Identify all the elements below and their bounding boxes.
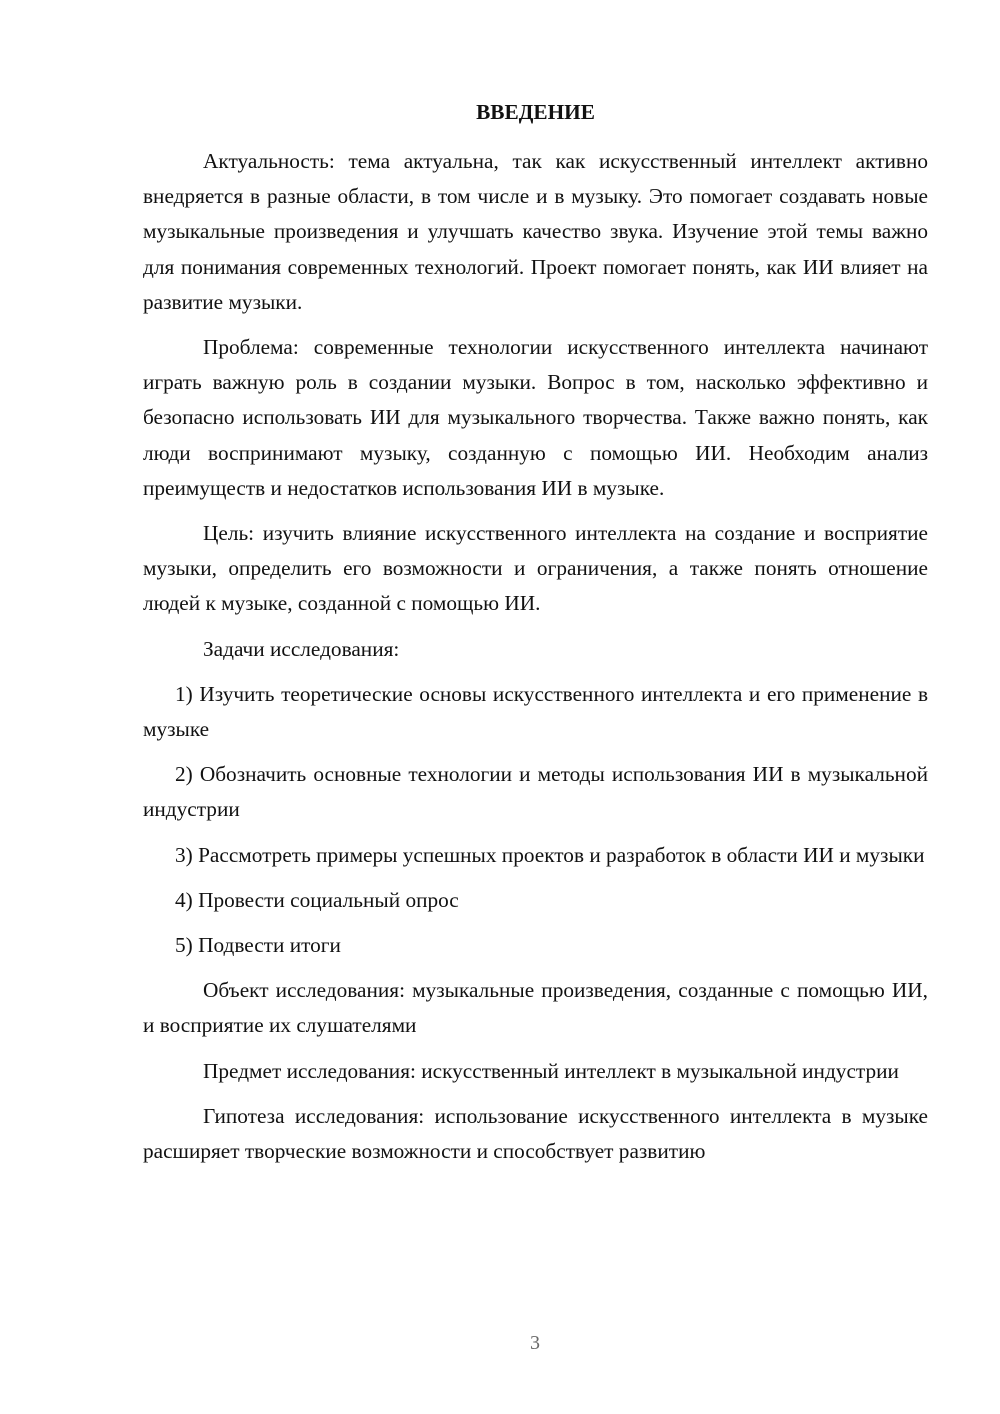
tasks-list	[143, 677, 928, 963]
relevance-paragraph: Актуальность: тема актуальна, так как искусственный интеллект активно внедряется в разные области, в том числе и в музыку. Это помогает создавать новые музыкальные произведения и улучшать качество звука. Изучение этой темы важно для понимания современных технологий. Проект помогает понять, как ИИ влияет на развитие музыки.	[143, 149, 928, 314]
section-title: ВВЕДЕНИЕ	[476, 100, 595, 124]
subject-paragraph: Предмет исследования: искусственный интеллект в музыкальной индустрии	[203, 1058, 899, 1083]
hypothesis-paragraph: Гипотеза исследования: использование искусственного интеллекта в музыке расширяет творческие возможности и способствует развитию	[143, 1103, 928, 1164]
task-item-3: 3) Рассмотреть примеры успешных проектов и разработок в области ИИ и музыки	[175, 842, 925, 867]
task-item-5: 5) Подвести итоги	[175, 933, 341, 958]
task-item-4: 4) Провести социальный опрос	[175, 887, 459, 912]
task-item-2: 2) Обозначить основные технологии и методы использования ИИ в музыкальной индустрии	[143, 762, 928, 822]
task-item-1: 1) Изучить теоретические основы искусственного интеллекта и его применение в музыке	[143, 681, 928, 742]
object-paragraph: Объект исследования: музыкальные произведения, созданные с помощью ИИ, и восприятие их слушателями	[143, 978, 928, 1038]
goal-paragraph: Цель: изучить влияние искусственного интеллекта на создание и восприятие музыки, определить его возможности и ограничения, а также понять отношение людей к музыке, созданной с помощью ИИ.	[143, 521, 928, 616]
problem-paragraph: Проблема: современные технологии искусственного интеллекта начинают играть важную роль в создании музыки. Вопрос в том, насколько эффективно и безопасно использовать ИИ для музыкального творчества. Также важно понять, как люди воспринимают музыку, созданную с помощью ИИ. Необходим анализ преимуществ и недостатков использования ИИ в музыке.	[143, 335, 928, 500]
page-content	[143, 95, 928, 1179]
page-number: 3	[530, 1332, 540, 1354]
tasks-heading: Задачи исследования:	[203, 636, 400, 661]
